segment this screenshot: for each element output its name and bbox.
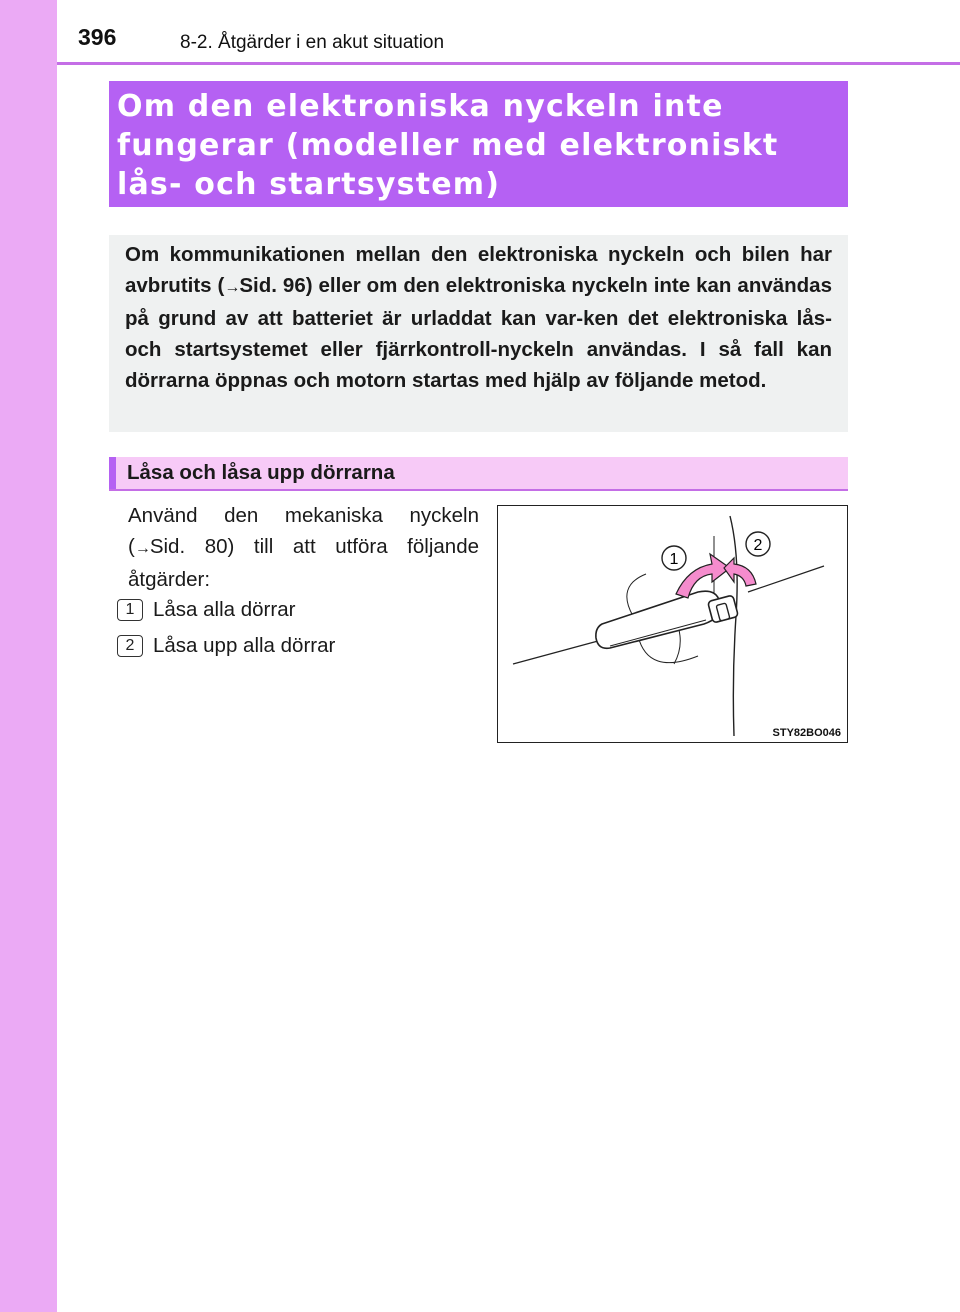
- intro-paragraph: [125, 239, 832, 396]
- subsection-header: [109, 457, 848, 491]
- door-handle-illustration: [497, 505, 848, 743]
- step-label: Låsa alla dörrar: [153, 598, 296, 621]
- subsection-accent-bar: [109, 457, 116, 489]
- step-number-badge: 2: [117, 635, 143, 657]
- step-number-badge: 1: [117, 599, 143, 621]
- section-title-box: [109, 81, 848, 207]
- header-divider: [57, 62, 960, 65]
- side-color-strip: [0, 0, 57, 1312]
- reference-arrow-icon: →: [224, 279, 240, 296]
- intro-text-start: Om kommunikationen mellan den elektroniska nyckeln och bilen har avbrutits (: [125, 243, 832, 297]
- intro-box: [109, 235, 848, 432]
- step-label: Låsa upp alla dörrar: [153, 634, 336, 657]
- unlock-arrow-icon: [724, 558, 756, 586]
- intro-text-end: ) eller om den elektroniska nyckeln inte kan användas på grund av att batteriet är urladdat kan var-ken det elektroniska lås- och startsystemet eller fjärrkontroll-nyckeln användas. I så fall kan dörrarna öppnas och motorn startas med hjälp av följande metod.: [125, 274, 832, 392]
- page-number: 396: [78, 24, 117, 50]
- section-header: 8-2. Åtgärder i en akut situation: [180, 32, 445, 53]
- instruction-text-start: Använd den mekaniska nyckeln (: [128, 504, 479, 558]
- callout-2-label: 2: [753, 537, 763, 554]
- callout-1-label: 1: [669, 551, 679, 568]
- section-title: Om den elektroniska nyckeln inte fungerar (modeller med elektroniskt lås- och startsystem): [117, 89, 779, 202]
- instruction-page-reference[interactable]: Sid. 80: [149, 535, 228, 558]
- instruction-paragraph: [128, 500, 479, 595]
- step-item: [117, 632, 335, 660]
- door-handle-drawing: [498, 506, 846, 741]
- reference-arrow-icon: →: [134, 540, 150, 557]
- figure-code: STY82BO046: [772, 727, 841, 739]
- step-item: [117, 596, 295, 624]
- instruction-text-end: ) till att utföra följande åtgärder:: [128, 535, 479, 591]
- intro-page-reference[interactable]: Sid. 96: [239, 274, 306, 297]
- subsection-title: Låsa och låsa upp dörrarna: [127, 461, 395, 484]
